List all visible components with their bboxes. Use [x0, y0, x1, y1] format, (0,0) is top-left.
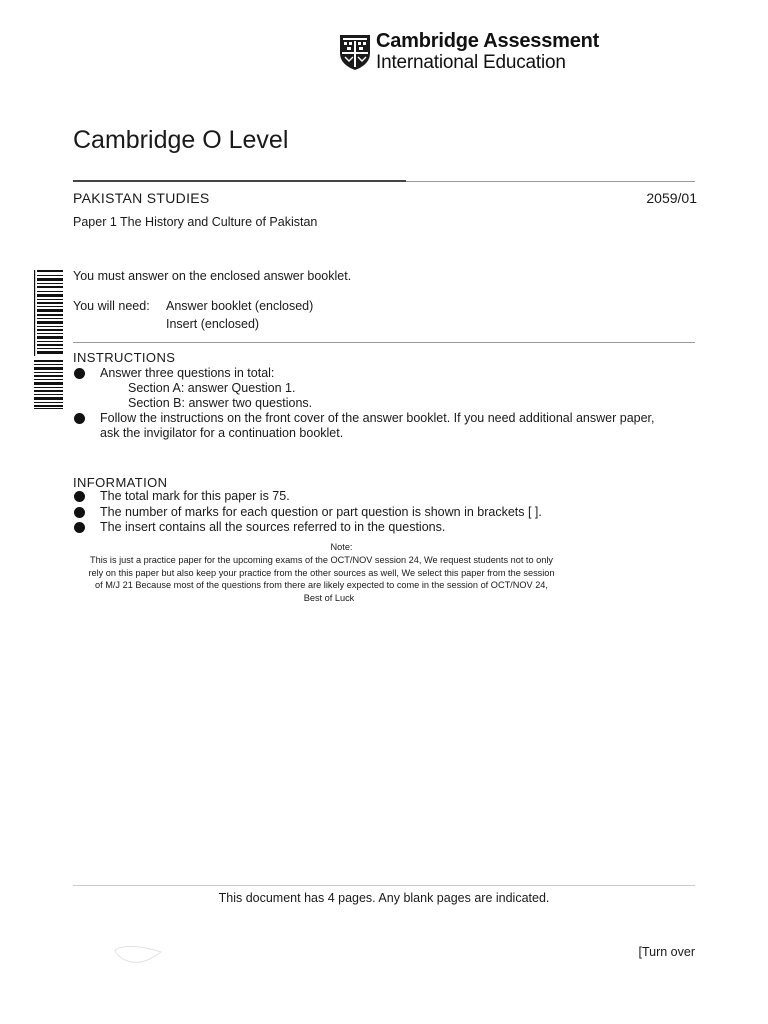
information-item: The number of marks for each question or part question is shown in brackets [ ].	[100, 505, 542, 519]
note-line: of M/J 21 Because most of the questions from there are likely expected to come in the session of OCT/NOV 24,	[95, 580, 548, 591]
note-line: Best of Luck	[303, 593, 355, 604]
title-rule-light	[406, 181, 695, 182]
bullet-icon	[74, 413, 85, 424]
scan-smudge	[113, 942, 163, 966]
bullet-icon	[74, 491, 85, 502]
need-item: Answer booklet (enclosed)	[166, 299, 314, 313]
instruction-item: Follow the instructions on the front cover of the answer booklet. If you need additional answer paper,	[100, 411, 655, 425]
information-item: The insert contains all the sources referred to in the questions.	[100, 520, 446, 534]
information-item: The total mark for this paper is 75.	[100, 489, 290, 503]
information-heading: INFORMATION	[73, 475, 168, 490]
syllabus-code: 2059/01	[646, 190, 697, 206]
instruction-section-a: Section A: answer Question 1.	[128, 381, 296, 395]
instruction-item: Answer three questions in total:	[100, 366, 275, 380]
answer-instruction: You must answer on the enclosed answer booklet.	[73, 269, 352, 283]
note-line: This is just a practice paper for the upcoming exams of the OCT/NOV session 24, We request students not to only	[90, 554, 553, 565]
practice-note	[40, 541, 603, 605]
cambridge-logo	[338, 31, 599, 73]
paper-title: Paper 1 The History and Culture of Pakistan	[73, 215, 318, 229]
section-rule	[73, 342, 695, 343]
subject-name: PAKISTAN STUDIES	[73, 190, 210, 206]
turn-over-label: [Turn over	[638, 945, 695, 959]
cambridge-shield-icon	[338, 33, 372, 71]
instruction-item-cont: ask the invigilator for a continuation booklet.	[100, 426, 344, 440]
page-count-notice: This document has 4 pages. Any blank pages are indicated.	[218, 891, 550, 905]
bullet-icon	[74, 368, 85, 379]
org-name-line1: Cambridge Assessment	[376, 30, 600, 52]
instructions-heading: INSTRUCTIONS	[73, 350, 176, 365]
qualification-title: Cambridge O Level	[73, 126, 289, 154]
bullet-icon	[74, 507, 85, 518]
title-rule-dark	[73, 180, 406, 182]
you-will-need-label: You will need:	[73, 299, 150, 313]
need-item: Insert (enclosed)	[166, 317, 260, 331]
instruction-section-b: Section B: answer two questions.	[128, 396, 313, 410]
bullet-icon	[74, 522, 85, 533]
barcode	[34, 270, 63, 410]
org-name-line2: International Education	[376, 52, 566, 73]
note-line: rely on this paper but also keep your practice from the other sources as well, We select this paper from the session	[88, 567, 555, 578]
footer-rule	[73, 885, 695, 886]
note-title: Note:	[330, 542, 353, 552]
